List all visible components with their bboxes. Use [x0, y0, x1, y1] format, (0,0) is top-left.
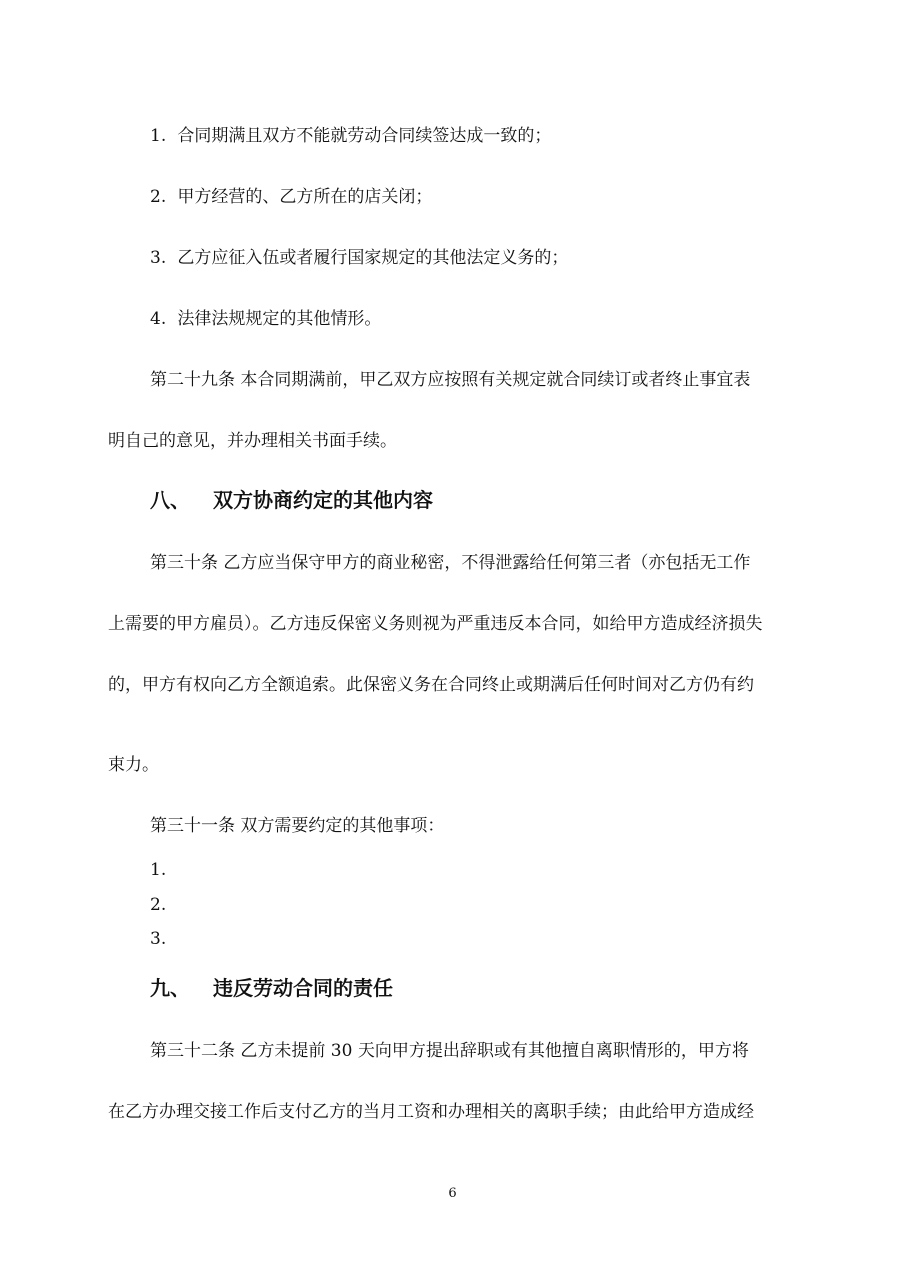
- section-number: 八、: [150, 488, 190, 512]
- list-item: [150, 307, 381, 331]
- page-number: 6: [448, 1186, 457, 1201]
- list-item: [150, 246, 568, 270]
- section-title: 双方协商约定的其他内容: [212, 488, 433, 512]
- list-text: 法律法规规定的其他情形。: [177, 309, 382, 329]
- article-29-line-2: 明自己的意见，并办理相关书面手续。: [108, 431, 397, 451]
- list-text: 乙方应征入伍或者履行国家规定的其他法定义务的；: [177, 248, 569, 268]
- article-31-line-1: 第三十一条 双方需要约定的其他事项：: [150, 816, 445, 836]
- list-text: 合同期满且双方不能就劳动合同续签达成一致的；: [177, 126, 552, 146]
- article-29-line-1: 第二十九条 本合同期满前，甲乙双方应按照有关规定就合同续订或者终止事宜表: [150, 370, 751, 390]
- list-number: 3.: [150, 248, 167, 268]
- article-32-line-2: 在乙方办理交接工作后支付乙方的当月工资和办理相关的离职手续；由此给甲方造成经: [108, 1102, 754, 1122]
- article-30-line-3: 的，甲方有权向乙方全额追索。此保密义务在合同终止或期满后任何时间对乙方仍有约: [108, 675, 754, 695]
- section-title: 违反劳动合同的责任: [212, 976, 393, 1000]
- article-30-line-1: 第三十条 乙方应当保守甲方的商业秘密，不得泄露给任何第三者（亦包括无工作: [150, 553, 751, 573]
- blank-item: 1.: [150, 860, 167, 880]
- list-item: [150, 124, 551, 148]
- section-number: 九、: [150, 976, 190, 1000]
- article-30-line-4: 束力。: [108, 755, 159, 775]
- article-32-line-1: 第三十二条 乙方未提前 30 天向甲方提出辞职或有其他擅自离职情形的，甲方将: [150, 1041, 749, 1061]
- blank-item: 2.: [150, 895, 167, 915]
- blank-item: 3.: [150, 929, 167, 949]
- list-number: 4.: [150, 309, 167, 329]
- list-item: [150, 185, 432, 209]
- list-number: 2.: [150, 187, 167, 207]
- article-30-line-2: 上需要的甲方雇员）。乙方违反保密义务则视为严重违反本合同，如给甲方造成经济损失: [108, 614, 763, 634]
- list-number: 1.: [150, 126, 167, 146]
- section-heading: [150, 974, 393, 1002]
- list-text: 甲方经营的、乙方所在的店关闭；: [177, 187, 433, 207]
- section-heading: [150, 486, 433, 514]
